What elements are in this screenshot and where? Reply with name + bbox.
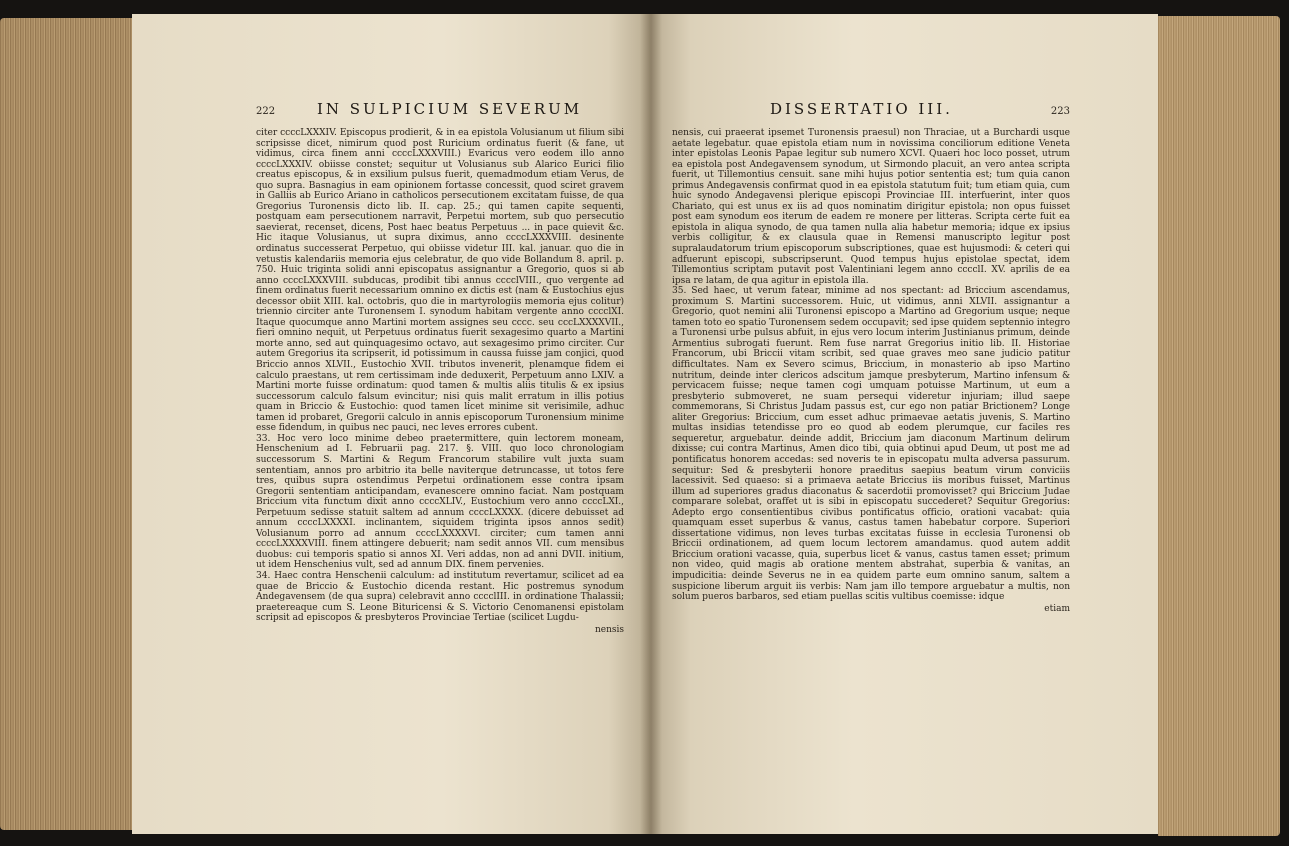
left-page-body: citer ccccLXXXIV. Episcopus prodierit, & in ea epistola Volusianum ut filium sibi scripsisse dicet, nimirum quod post Ruricium ordinatus fuerit (& fane, ut vidimus, circa finem anni ccccLXXXVIII.) Evaricus vero eodem illo anno ccccLXXXIV. obiisse constet; sequitur ut Volusianus sub Alarico Eurici filio creatus episcopus, & in exsilium pulsus fuerit, quemadmodum etiam Verus, de quo supra. Basnagius in eam opinionem fortasse concessit, quod sciret gravem in Galliis ab Eurico Ariano in catholicos persecutionem excitatam fuisse, de qua Gregorius Turonensis dicto lib. II. cap. 25.; qui tamen capite sequenti, postquam eam persecutionem narravit, Perpetui mortem, sub quo persecutio saevierat, recenset, dicens, Post haec beatus Perpetuus ... in pace quievit &c. Hic itaque Volusianus, ut supra diximus, anno ccccLXXXVIII. desinente ordinatus successerat Perpetuo, qui obiisse videtur III. kal. januar. quo die in vetustis kalendariis memoria ejus celebratur, de quo vide Bollandum 8. april. p. 750. Huic triginta solidi anni episcopatus assignantur a Gregorio, quos si ab anno ccccLXXXVIII. subducas, prodibit tibi annus cccclVIII., quo vergente ad finem ordinatus fuerit necessarium omnino ex dictis est (nam & Eustochius ejus decessor obiit XIII. kal. octobris, quo die in martyrologiis memoria ejus colitur) triennio circiter ante Turonensem I. synodum habitam vergente anno cccclXI. Itaque quocumque anno Martini mortem assignes seu cccc. seu cccLXXXXVII., fieri omnino nequit, ut Perpetuus ordinatus fuerit sexagesimo quarto a Martini morte anno, sed aut quinquagesimo octavo, aut sexagesimo primo circiter. Cur autem Gregorius ita scripserit, id potissimum in caussa fuisse jam conjici, quod Briccio annos XLVII., Eustochio XVII. tributos invenerit, plenamque fidem ei calculo praestans, ut rem certissimam inde deduxerit, Perpetuum anno LXIV. a Martini morte fuisse ordinatum: quod tamen & multis aliis titulis & ex ipsius successorum calculo falsum evincitur; nisi quis malit erratum in illis potius quam in Briccio & Eustochio: quod tamen licet minime sit verisimile, adhuc tamen id probaret, Gregorii calculo in annis episcoporum Turonensium minime esse fidendum, in quibus nec pauci, nec leves errores cubent. 33. Hoc vero loco minime debeo praetermittere, quin lectorem moneam, Henschenium ad I. Februarii pag. 217. §. VIII. quo loco chronologiam successorum S. Martini & Regum Francorum stabilire vult juxta suam sententiam, annos pro arbitrio ita belle naviterque detruncasse, ut totos fere tres, quibus supra ostendimus Perpetui ordinationem esse contra ipsam Gregorii sententiam anticipandam, evanescere omnino faciat. Nam postquam Briccium vita functum dixit anno ccccXLIV., Eustochium vero anno ccccLXI., Perpetuum sedisse statuit saltem ad annum ccccLXXXX. (dicere debuisset ad annum ccccLXXXXI. inclinantem, siquidem triginta ipsos annos sedit) Volusianum porro ad annum ccccLXXXXVI. circiter; cum tamen anni ccccLXXXXVIII. finem attingere debuerit; nam sedit annos VII. cum mensibus duobus: cui temporis spatio si annos XI. Veri addas, non ad anni DVII. initium, ut idem Henschenius vult, sed ad annum DIX. finem pervenies. 34. Haec contra Henschenii calculum: ad institutum revertamur, scilicet ad ea quae de Briccio & Eustochio dicenda restant. Hic postremus synodum Andegavensem (de qua supra) celebravit anno cccclIII. in ordinatione Thalassii; praetereaque cum S. Leone Bituricensi & S. Victorio Cenomanensi epistolam scripsit ad episcopos & presbyteros Provinciae Tertiae (scilicet Lugdu- bbox=[256, 128, 624, 624]
right-catchword: etiam bbox=[1044, 603, 1070, 614]
left-page-header bbox=[256, 100, 624, 122]
left-running-head: IN SULPICIUM SEVERUM bbox=[316, 100, 583, 118]
right-page-body: nensis, cui praeerat ipsemet Turonensis praesul) non Thraciae, ut a Burchardi usque aetate legebatur. quae epistola etiam num in novissima conciliorum editione Veneta inter epistolas Leonis Papae legitur sub numero XCVI. Quaeri hoc loco posset, utrum ea epistola post Andegavensem synodum, ut Sirmondo placuit, an vero antea scripta fuerit, ut Tillemontius censuit. sane mihi hujus potior sententia est; tum quia canon primus Andegavensis confirmat quod in ea epistola statutum fuit; tum etiam quia, cum huic synodo Andegavensi plerique episcopi Provinciae III. interfuerint, inter quos Chariato, qui est unus ex iis ad quos nominatim dirigitur epistola; non opus fuisset post eam synodum eos iterum de eadem re monere per litteras. Scripta certe fuit ea epistola in aliqua synodo, de qua tamen nulla alia habetur memoria; idque ex ipsius verbis colligitur, & ex clausula quae in Remensi manuscripto legitur post supralaudatorum trium episcoporum subscriptiones, quae est hujusmodi: & ceteri qui adfuerunt episcopi, subscripserunt. Quod tempus hujus epistolae spectat, idem Tillemontius scriptam putavit post Valentiniani legem anno cccclI. XV. aprilis de ea ipsa re latam, de qua agitur in epistola illa. 35. Sed haec, ut verum fatear, minime ad nos spectant: ad Briccium ascendamus, proximum S. Martini successorem. Huic, ut vidimus, anni XLVII. assignantur a Gregorio, quot nemini alii Turonensi episcopo a Martino ad Gregorium usque; neque tamen toto eo spatio Turonensem sedem occupavit; sed ipse quidem septennio integro a Turonensi urbe pulsus abfuit, in ejus vero locum interim Justinianus primum, deinde Armentius subrogati fuerunt. Rem fuse narrat Gregorius initio lib. II. Historiae Francorum, ubi Briccii vitam scribit, sed quae graves meo sane judicio patitur difficultates. Nam ex Severo scimus, Briccium, in monasterio ab ipso Martino nutritum, deinde inter clericos adscitum jamque presbyterum, Martino infensum & pervicacem fuisse; neque tamen cogi umquam potuisse Martinum, ut eum a presbyterio submoveret, ne suam persequi videretur injuriam; illud saepe commemorans, Si Christus Judam passus est, cur ego non patiar Brictionem? Longe aliter Gregorius: Briccium, cum esset adhuc primaevae aetatis juvenis, S. Martino multas insidias tetendisse pro eo quod ab eodem plerumque, cur faciles res sequeretur, arguebatur. deinde addit, Briccium jam diaconum Martinum delirum dixisse; cui contra Martinus, Amen dico tibi, quia obtinui apud Deum, ut post me ad pontificatus honorem accedas: sed noveris te in episcopatu multa adversa passurum. sequitur: Sed & presbyterii honore praeditus saepius beatum virum conviciis lacessivit. Sed quaeso: si a primaeva aetate Briccius iis moribus fuisset, Martinus illum ad superiores gradus diaconatus & sacerdotii promovisset? qui Briccium Judae comparare solebat, oraffet ut is sibi in episcopatu succederet? Sequitur Gregorius: Adepto ergo consentientibus civibus pontificatus officio, orationi vacabat: quia quamquam esset superbus & vanus, castus tamen habebatur corpore. Superiori dissertatione vidimus, non leves turbas excitatas fuisse in ecclesia Turonensi ob Briccii ordinationem, ad quem locum lectorem amandamus. quod autem addit Briccium orationi vacasse, quia, superbus licet & vanus, castus tamen esset; primum non video, quid magis ab oratione mentem abstrahat, superbia & vanitas, an impudicitia: deinde Severus ne in ea quidem parte eum omnino sanum, saltem a suspicione liberum arguit iis verbis: Nam jam illo tempore arguebatur a multis, non solum pueros barbaros, sed etiam puellas scitis vultibus coemisse: idque bbox=[672, 128, 1070, 603]
right-page bbox=[650, 14, 1158, 834]
right-running-head: DISSERTATIO III. bbox=[769, 100, 953, 118]
left-catchword: nensis bbox=[594, 624, 624, 635]
right-page-edges bbox=[1158, 16, 1280, 836]
book-gutter bbox=[640, 14, 662, 834]
left-folio-number: 222 bbox=[256, 106, 276, 117]
left-page bbox=[132, 14, 650, 834]
right-folio-number: 223 bbox=[1050, 106, 1070, 117]
right-page-header bbox=[672, 100, 1070, 122]
left-page-edges bbox=[0, 18, 132, 830]
